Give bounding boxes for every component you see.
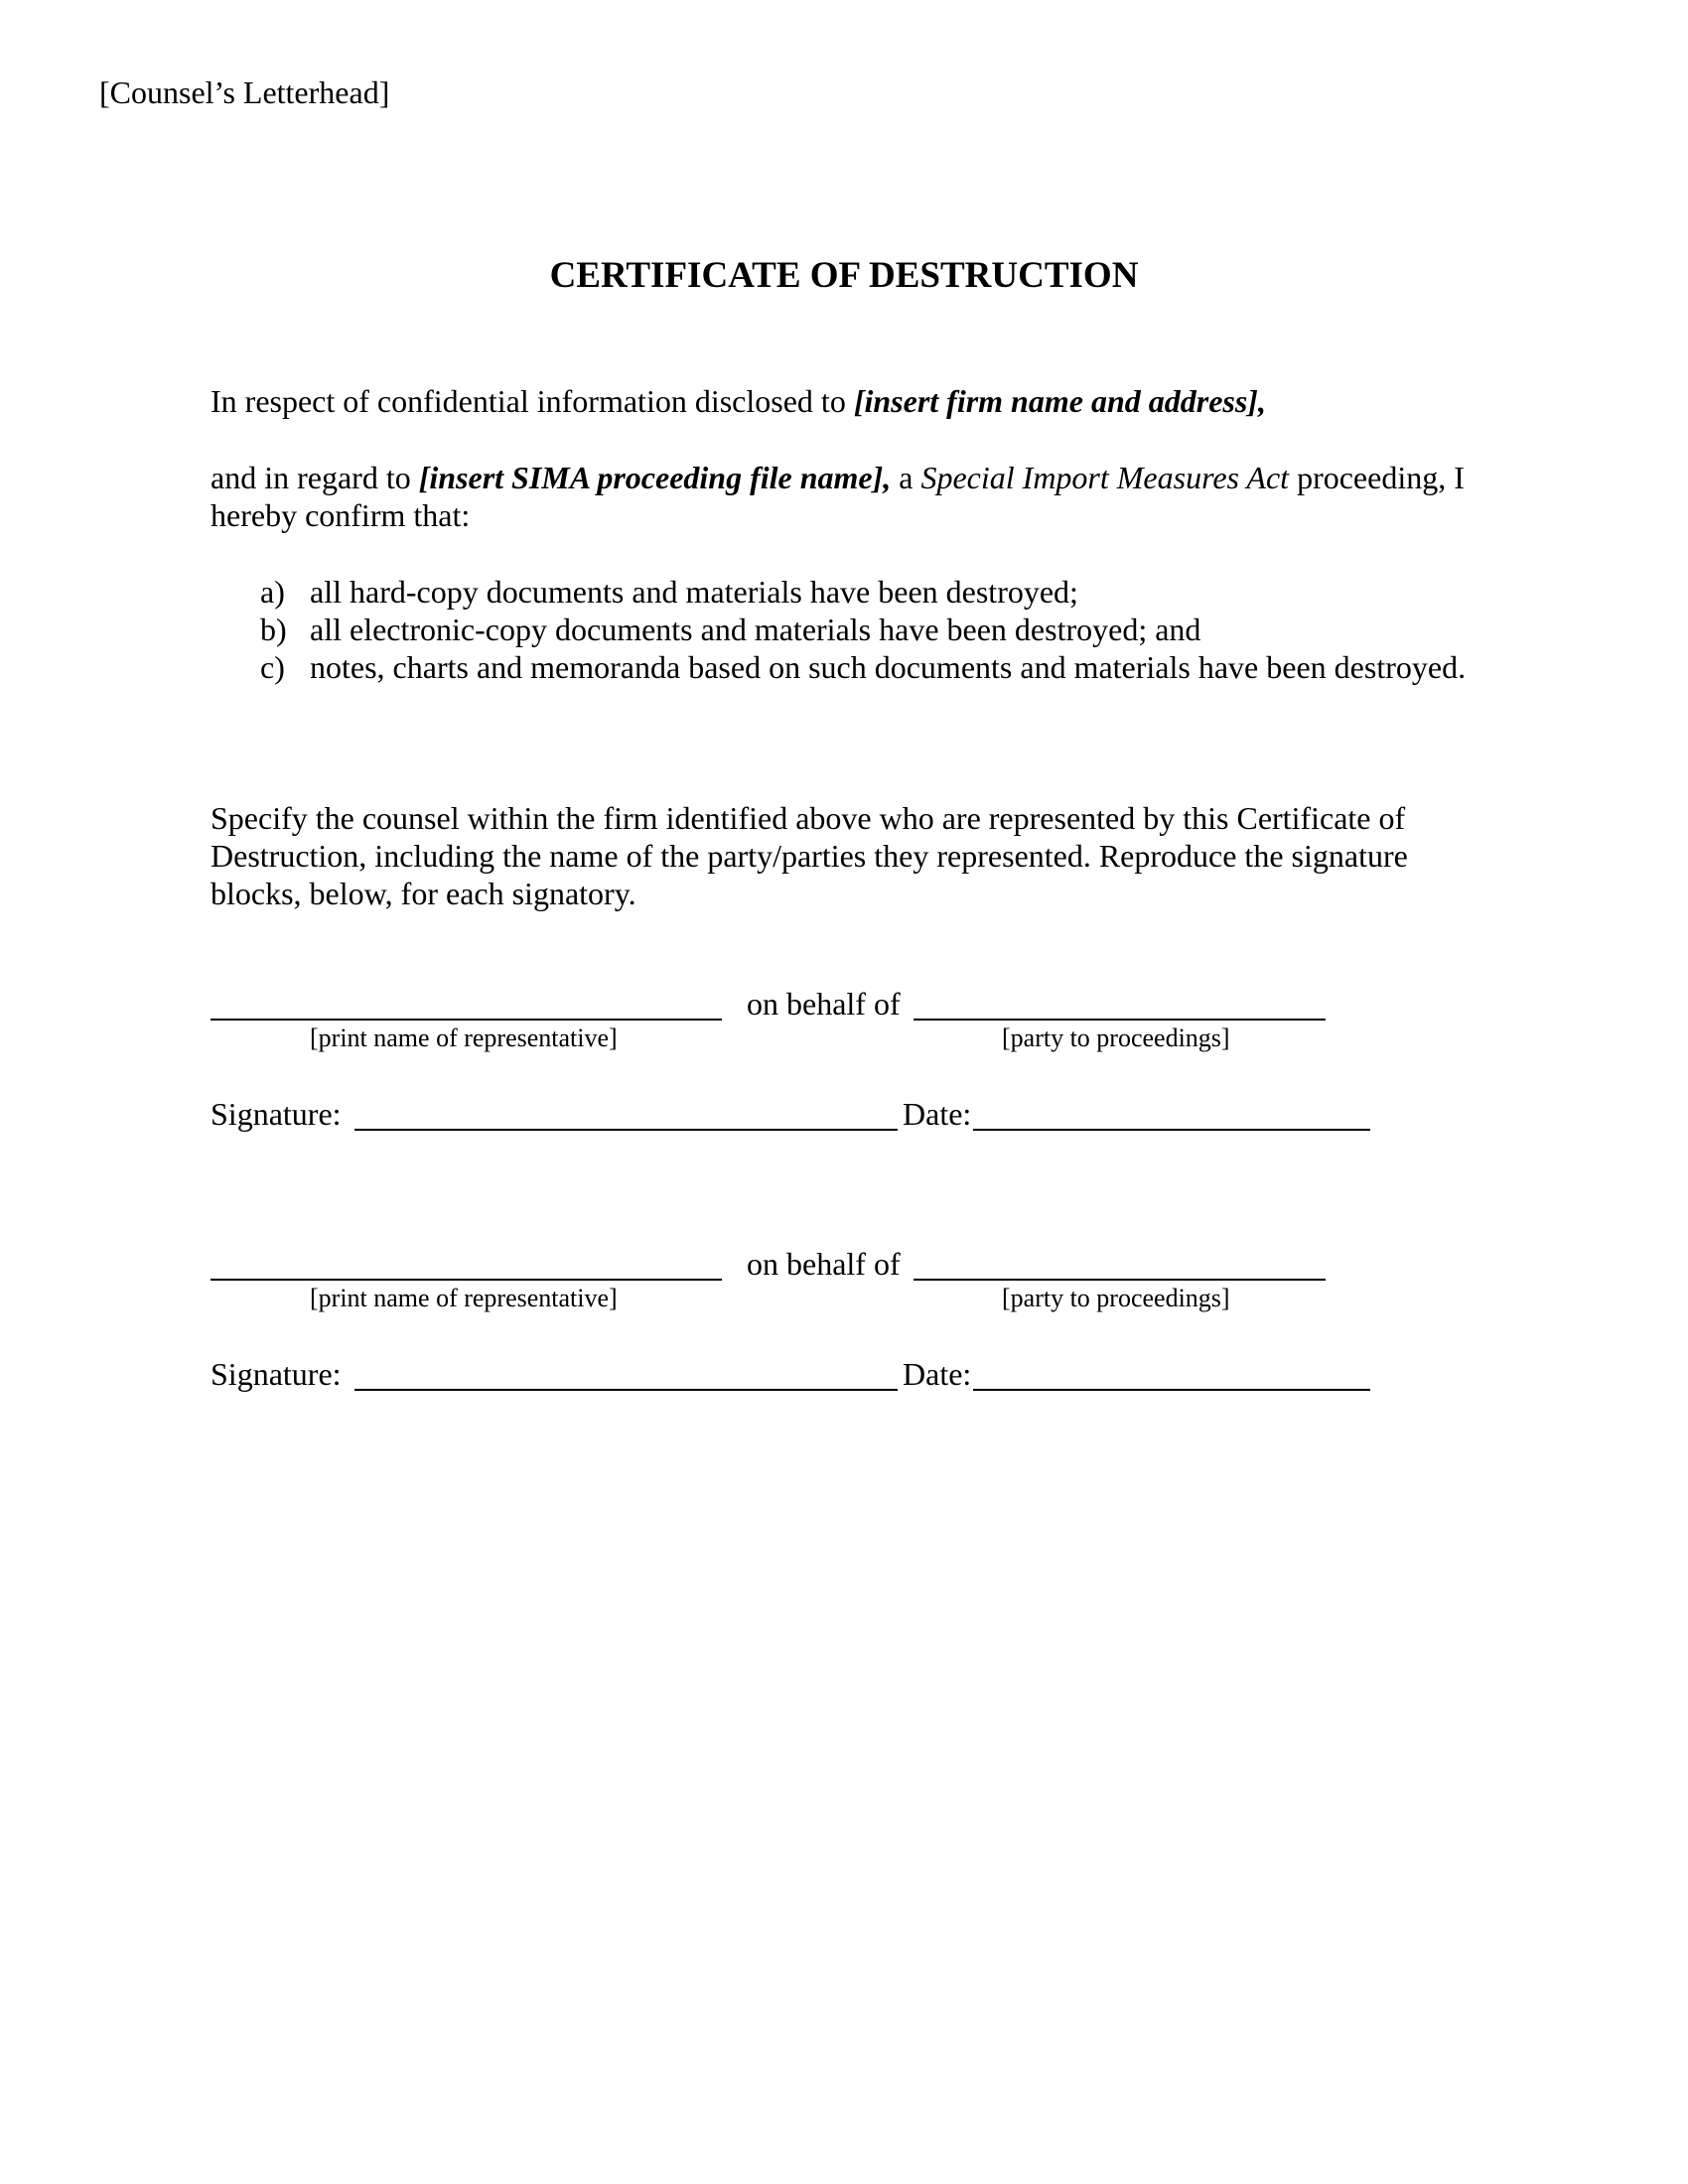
letterhead-placeholder: [Counsel’s Letterhead] [99,74,390,110]
signature-block [0,1245,1688,1443]
disclosure-text: In respect of confidential information disclosed to [211,383,854,419]
party-name-line[interactable] [914,1019,1326,1021]
party-name-line[interactable] [914,1279,1326,1281]
list-marker: b) [260,612,287,647]
proceeding-text-after: proceeding, I hereby confirm that: [211,460,1465,533]
signature-line[interactable] [354,1129,898,1131]
date-label: Date: [903,1356,972,1392]
list-marker: c) [260,649,285,685]
representative-name-line[interactable] [211,1019,722,1021]
document-title: CERTIFICATE OF DESTRUCTION [549,255,1139,296]
representative-caption: [print name of representative] [310,1284,618,1312]
sima-file-placeholder: [insert SIMA proceeding file name], [418,460,892,495]
instructions-paragraph: Specify the counsel within the firm identified above who are represented by this Certificate of Destruction, including the name of the party/parties they represented. Reproduce the signature blocks, below, for each signatory. [211,800,1408,911]
confirmation-text: notes, charts and memoranda based on such documents and materials have been destroyed. [310,649,1467,685]
date-line[interactable] [973,1129,1370,1131]
date-label: Date: [903,1096,972,1132]
confirmation-item [211,648,1501,686]
on-behalf-label: on behalf of [747,1246,901,1282]
party-caption: [party to proceedings] [1002,1024,1230,1052]
confirmation-text: all hard-copy documents and materials have been destroyed; [310,574,1078,610]
proceeding-text-before: and in regard to [211,460,419,495]
date-line[interactable] [973,1389,1370,1391]
firm-name-placeholder: [insert firm name and address], [853,383,1266,419]
signature-line[interactable] [354,1389,898,1391]
list-marker: a) [260,574,285,610]
representative-name-line[interactable] [211,1279,722,1281]
party-caption: [party to proceedings] [1002,1284,1230,1312]
confirmation-item [211,573,1501,611]
signature-label: Signature: [211,1356,342,1392]
representative-caption: [print name of representative] [310,1024,618,1052]
confirmation-item [211,611,1501,648]
confirmation-list [211,573,1501,686]
signature-block [0,985,1688,1183]
confirmation-text: all electronic-copy documents and materials have been destroyed; and [310,612,1201,647]
act-name: Special Import Measures Act [920,460,1290,495]
disclosure-paragraph [211,382,1501,420]
signature-label: Signature: [211,1096,342,1132]
on-behalf-label: on behalf of [747,986,901,1022]
proceeding-text-middle: a [891,460,921,495]
proceeding-paragraph [211,459,1501,534]
